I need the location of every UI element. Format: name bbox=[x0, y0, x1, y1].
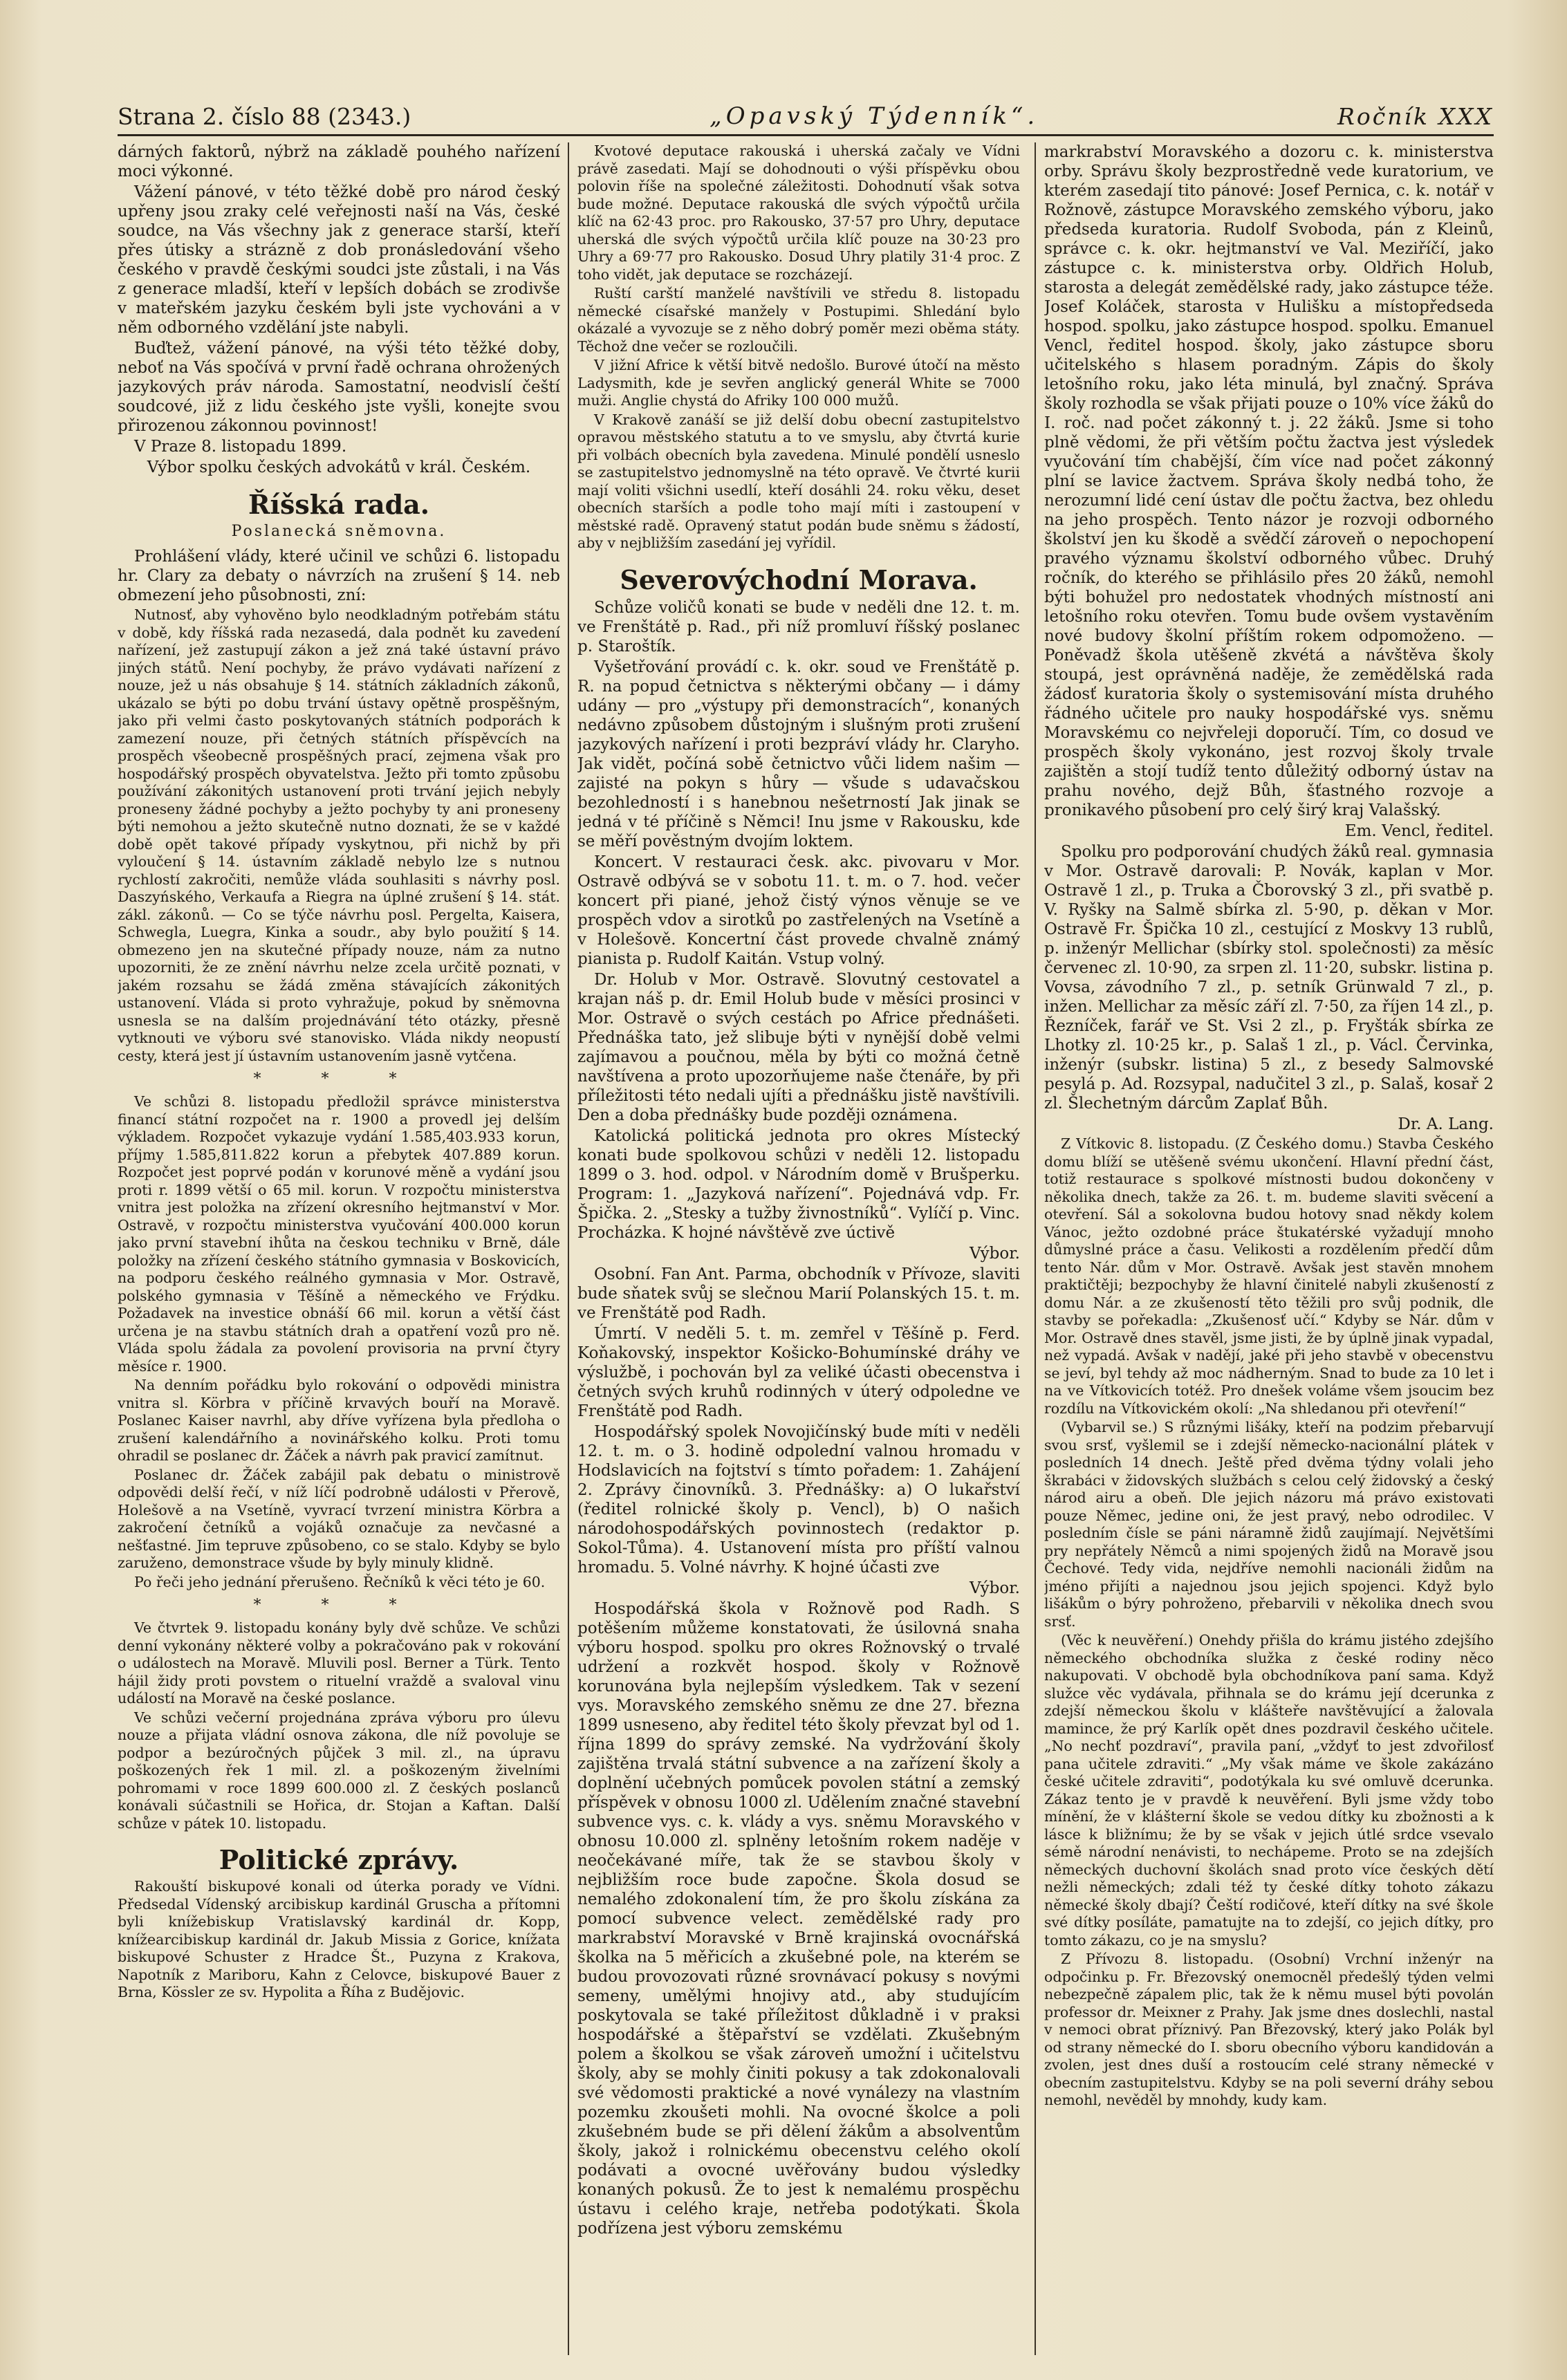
signature: Výbor. bbox=[969, 1579, 1020, 1597]
paragraph: (Věc k neuvěření.) Onehdy přišla do krámu jistého zdejšího německého obchodníka služka z české rodiny něco nakupovati. V obchodě byla obchodníkova paní sama. Když služce věc vydávala, přihnala se do krámu její dcerunka z zdejší německou školu v klášteře navštěvující a žalovala mamince, že prý Karlík opět dnes pozdravil českého učitele. „No nechť pozdraví“, pravila paní, „vždyť to jest zdvořilosť pana učitele zdraviti.“ „My však máme ve škole zakázáno české učitele zdraviti“, podotýkala ku své omluvě dcerunka. Zákaz tento je v pravdě k neuvěření. Byli jsme vždy tobo mínění, že v klášterní škole se vedou dítky ku zbožnosti a k lásce k bližnímu; že by se však v jejich útlé srdce vsevalo sémě národní nenávisti, to nechápeme. Proto se na zdejších německých duchovní školách snad proto více českých dětí nežli německých; zdali též ty české dítky tohoto zákazu německé školy dbají? Čeští rodičové, kteří dítky na své škole své dítky posíláte, pamatujte na to zdejší, co jejich dítky, pro tomto zákazu, co je na smyslu? bbox=[1044, 1632, 1494, 1949]
paragraph: Vážení pánové, v této těžké době pro národ český upřeny jsou zraky celé veřejnosti naší na Vás, české soudce, na Vás všechny jak z generace starší, kteří přes útisky a strázně z dob pronásledování všeho českého v pravdě českými soudci jste zůstali, i na Vás z generace mladší, kteří v lepších dobách se zrodivše v mateřském jazyku českém byli jste vychováni a v něm odborného vzdělání jste nabyli. bbox=[118, 183, 560, 337]
paragraph: markrabství Moravského a dozoru c. k. ministerstva orby. Správu školy bezprostředně vede kuratorium, ve kterém zasedají tito pánové: Josef Pernica, c. k. notář v Rožnově, zástupce Moravského zemského výboru, jako předseda kuratoria. Rudolf Svoboda, pán z Kleinů, správce c. k. okr. hejtmanství ve Val. Meziříčí, jako zástupce c. k. ministerstva orby. Oldřich Holub, starosta a delegát zemědělské rady, jako zástupce téže. Josef Koláček, starosta v Hulišku a místopředseda hospod. spolku, jako zástupce hospod. spolku. Emanuel Vencl, ředitel hospod. školy, jako zástupce sboru učitelského s hlasem poradným. Zápis do školy letošního roku, jako léta minulá, byl značný. Správa školy rozhodla se však přijati pouze o 10% více žáků do I. roč. nad počet zákonný t. j. 22 žáků. Jsme si toho plně vědomi, že při větším počtu žactva jest výsledek vyučování tím chabější, čím více nad počet zákonný plní se lavice žactvem. Správa školy nedbá toho, že nerozumní lidé cení ústav dle počtu žactva, bez ohledu na jeho prospěch. Tento názor je rozvoji odborného školství jen ku škodě a svědčí zároveň o nepochopení pravého významu školství odborného vůbec. Druhý ročník, do kterého se přihlásilo přes 20 žáků, nemohl býti bohužel pro nedostatek vhodných místností ani letošního roku otevřen. Tomu bude ovšem vystavěním nové budovy školní příštím rokem odpomoženo. — Poněvadž škola utěšeně zkvétá a návštěva školy stoupá, jest oprávněná naděje, že zemědělská rada žádosť kuratoria školy o systemisování místa druhého řádného učitele pro nauky hospodářské vys. sněmu Moravskému co nejvřeleji doporučí. Tím, co dosud ve prospěch školy vykonáno, jest rozvoj školy trvale zajištěn a stojí tudíž tento důležitý odborný ústav na prahu nového, dejž Bůh, šťastného rozvoje a pronikavého působení pro celý širý kraj Valašský. bbox=[1044, 143, 1494, 819]
paragraph: Dr. Holub v Mor. Ostravě. Slovutný cestovatel a krajan náš p. dr. Emil Holub bude v měsíci prosinci v Mor. Ostravě o svých cestách po Africe přednášeti. Přednáška tato, jež slibuje býti v nynější době velmi zajímavou a poučnou, měla by býti co možná četně navštívena a proto upozorňujeme naše čtenáře, by při příležitosti této nedali ujíti a přednášku jistě navštívili. Den a doba přednášky bude později oznámena. bbox=[577, 970, 1020, 1124]
paragraph: Ve schůzi 8. listopadu předložil správce ministerstva financí státní rozpočet na r. 1900 a provedl jej delším výkladem. Rozpočet vykazuje vydání 1.585,403.933 korun, příjmy 1.585,811.822 korun a přebytek 407.889 korun. Rozpočet jest poprvé podán v korunové měně a vydání jsou proti r. 1899 větší o 65 mil. korun. V rozpočtu ministerstva vnitra jest položka na zřízení okresního hejtmanství v Mor. Ostravě, v rozpočtu ministerstva vyučování 400.000 korun jako první stavební ihůta na českou techniku v Brně, dále položky na zřízení českého státního gymnasia v Boskovicích, na podporu českého reálného gymnasia v Mor. Ostravě, polského gymnasia v Těšíně a německého ve Frýdku. Požadavek na investice obnáší 66 mil. korun a větší část určena je na stavbu státních drah a opatření vozů pro ně. Vláda spolu žádala za povolení provisoria na první čtyry měsíce r. 1900. bbox=[118, 1093, 560, 1375]
paragraph: Nutnosť, aby vyhověno bylo neodkladným potřebám státu v době, kdy říšská rada nezasedá, dala podnět ku zavedení nařízení, jež zastupují zákon a jež zná také ústavní právo jiných států. Není pochyby, že právo vydávati nařízení z nouze, jež u nás obsahuje § 14. státních základních zákonů, ukázalo se býti po dobu trvání ústavy opětně prospěšným, jako při velmi často poskytovaných státních podporách k zamezení nouze, při četných státních příspěvcích na prospěch všeobecně prospěšných prací, zejmena však pro hospodářský prospěch obyvatelstva. Ježto při tomto způsobu používání zákonitých ustanovení proti trvání jejich nebyly proneseny žádné pochyby a ježto pochyby ty ani proneseny býti nemohou a ježto skutečně nutno doznati, že se v každé době opět takové případy vyskytnou, při nichž by při vyloučení § 14. ústavním základě nebylo lze s nutnou rychlostí zakročiti, nemůže vláda souhlasiti s návrhy posl. Daszyńského, Verkaufa a Riegra na úplné zrušení § 14. stát. zákl. zákonů. — Co se týče návrhu posl. Pergelta, Kaisera, Schwegla, Luegra, Kinka a soudr., aby bylo použití § 14. obmezeno jen na skutečné případy nouze, nám za nutno upozorniti, že ze znění návrhu nelze zcela určitě poznati, v jakém rozsahu se žádá změna stávajících zákonitých ustanovení. Vláda si proto vyhražuje, pokud by sněmovna usnesla se na dalším projednávání této otázky, přesně vytknouti ve výboru své stanovisko. Vláda nikdy neopustí cesty, která jest jí ústavním ustanovením jasně vytčena. bbox=[118, 606, 560, 1064]
paragraph: Spolku pro podporování chudých žáků real. gymnasia v Mor. Ostravě darovali: P. Novák, kaplan v Mor. Ostravě 1 zl., p. Truka a Čborovský 3 zl., při svatbě p. V. Ryšky na Salmě sbírka zl. 5·90, p. děkan v Mor. Ostravě Fr. Špička 10 zl., cestující z Moskvy 13 rublů, p. inženýr Mellichar (sbírky stol. společnosti) za měsíc červenec zl. 10·90, za srpen zl. 11·20, subskr. listina p. Vovsa, závodního 7 zl., p. setník Grünwald 7 zl., p. inžen. Mellichar za měsíc září zl. 7·50, za říjen 14 zl., p. Řezníček, farář ve St. Vsi 2 zl., p. Fryšták sbírka ze Lhotky zl. 10·25 kr., p. Salaš 1 zl., p. Václ. Červinka, inženýr (subskr. listina) 5 zl., z besedy Salmovské pesylá p. Ad. Rozsypal, nadučitel 3 zl., p. Salaš, kosař 2 zl. Šlechetným dárcům Zaplať Bůh. bbox=[1044, 843, 1494, 1113]
paragraph: Na denním pořádku bylo rokování o odpovědi ministra vnitra sl. Körbra v příčině krvavých bouří na Moravě. Poslanec Kaiser navrhl, aby dříve vyřízena byla předloha o zrušení kalendářního a novinářského kolku. Proti tomu ohradil se poslanec dr. Žáček a návrh pak pravicí zamítnut. bbox=[118, 1377, 560, 1464]
signature: Výbor spolku českých advokátů v král. Českém. bbox=[147, 458, 531, 476]
paragraph: Poslanec dr. Žáček zabájil pak debatu o ministrově odpovědi delší řečí, v níž líčí podrobně události v Přerově, Holešově a na Vsetíně, vyvrací tvrzení ministra Körbra a zakročení četníků a vojáků označuje za nevčasné a nešťastné. Jim tepruve způsobeno, co se stalo. Kdyby se bylo zaruženo, demonstrace všude by byly minuly klidně. bbox=[118, 1466, 560, 1571]
paragraph: Koncert. V restauraci česk. akc. pivovaru v Mor. Ostravě odbývá se v sobotu 11. t. m. o 7. hod. večer koncert při piané, jehož čistý výnos věnuje se ve prospěch vdov a sirotků po zastřelených na Vsetíně a v Holešově. Koncertní část provede chvalně známý pianista p. Rudolf Kaitán. Vstup volný. bbox=[577, 853, 1020, 968]
section-heading: Politické zprávy. bbox=[219, 1844, 459, 1875]
header-newspaper-title: „Opavský Týdenník“. bbox=[710, 102, 1039, 130]
article-columns bbox=[118, 142, 1494, 2355]
column-2 bbox=[577, 142, 1020, 2355]
paragraph: Osobní. Fan Ant. Parma, obchodník v Přívoze, slaviti bude sňatek svůj se slečnou Marií Polanských 15. t. m. ve Frenštátě pod Radh. bbox=[577, 1265, 1020, 1322]
paragraph: Z Vítkovic 8. listopadu. (Z Českého domu.) Stavba Českého domu blíží se utěšeně svému ukončení. Hlavní přední část, totiž restaurace s spolkové místnosti budou dokončeny v několika dnech, takže za 26. t. m. budeme slaviti svěcení a otevření. Sál a sokolovna budou hotovy snad někdy kolem Vánoc, ježto ozdobné práce štukatérské vyžadují mnoho důmyslné práce a času. Velikosti a rozdělením předčí dům tento Nár. dům v Mor. Ostravě. Avšak jest stavěn mnohem praktičtěji; bezpochyby že hlavní činitelé nabyli zkušeností z domu Nár. a ze zkušeností těto těžili pro svůj podnik, dle stavby se pořekadla: „Zkušenosť učí.“ Kdyby se Nár. dům v Mor. Ostravě dnes stavěl, jsme jisti, že by úplně jinak vypadal, než vypadá. Avšak v nadějí, jaké při jeho stavbě v obecenstvu se jeví, byl tehdy až moc nádherným. Snad to bude za 10 let i na ve Vítkovicích totéž. Pro dnešek voláme všem jsoucim bez rozdílu na Vítkovickém okolí: „Na shledanou při otevření!“ bbox=[1044, 1135, 1494, 1417]
paragraph: Vyšetřování provádí c. k. okr. soud ve Frenštátě p. R. na popud četnictva s některými občany — i dámy udány — pro „výstupy při demonstracích“, konaných nedávno způsobem důstojným i slušným proti zrušení jazykových nařízení i proti bezpráví vlády hr. Claryho. Jak vidět, počíná sobě četnictvo vůči lidem našim — zajisté na pokyn s hůry — všude s udavačskou bezohledností i s hanebnou nešetrností Jak jinak se jedná v té příčině s Němci! Inu jsme v Rakousku, kde se měří pověstným dvojím loktem. bbox=[577, 658, 1020, 850]
paragraph: Katolická politická jednota pro okres Místecký konati bude spolkovou schůzi v neděli 12. listopadu 1899 o 3. hod. odpol. v Národním domě v Brušperku. Program: 1. „Jazyková nařízení“. Pojednává vdp. Fr. Špička. 2. „Stesky a tužby živnostníků“. Vylíčí p. Vinc. Procházka. K hojné návštěvě zve úctivě bbox=[577, 1126, 1020, 1242]
signature: Výbor. bbox=[969, 1244, 1020, 1263]
paragraph: Prohlášení vlády, které učinil ve schůzi 6. listopadu hr. Clary za debaty o návrzích na zrušení § 14. neb obmezení jeho působnosti, zní: bbox=[118, 548, 560, 604]
paragraph: Hospodářský spolek Novojičínský bude míti v neděli 12. t. m. o 3. hodině odpolední valnou hromadu v Hodslavicích na fojtství s tímto pořadem: 1. Zahájení 2. Zprávy činovníků. 3. Přednášky: a) O lukařství (ředitel rolnické školy p. Vencl), b) O našich národohospodářských povinnostech (redaktor p. Sokol-Tůma). 4. Ustanovení místa pro příští valnou hromadu. 5. Volné návrhy. K hojné účasti zve bbox=[577, 1422, 1020, 1577]
column-1 bbox=[118, 142, 560, 2355]
paragraph: Buďtež, vážení pánové, na výši této těžké doby, neboť na Vás spočívá v první řadě ochrana ohrožených jazykových práv národa. Samostatní, neodvislí čeští soudcové, již z lidu českého jste vyšli, konejte svou přirozenou zákonnou povinnost! bbox=[118, 340, 560, 435]
section-heading: Říšská rada. bbox=[248, 489, 430, 520]
paragraph: Úmrtí. V neděli 5. t. m. zemřel v Těšíně p. Ferd. Koňakovský, inspektor Košicko-Bohumínské dráhy ve výslužbě, i pochován byl za veliké účasti obecenstva i četných svých kruhů rodinných v úterý odpoledne ve Frenštátě pod Radh. bbox=[577, 1324, 1020, 1420]
paragraph: (Vybarvil se.) S různými lišáky, kteří na podzim přebarvují svou srsť, vyšlemil se i zdejší německo-nacionální plátek v posledních 14 dnech. Ještě před dvěma týdny volali jeho škrabáci v židovských službách s celou celý židovský a český národ airu a obeň. Dle jejich názoru má právo existovati pouze Němec, jedine oni, že jest pravý, nebo odrodilec. V posledním čísle se páni náramně židů zaujímají. Největšími pry nepřátely Němců a nimi spojených židů na Moravě jsou Čechové. Tedy vida, nejdříve nemohli nacionáli židům na jméno přijíti a najednou jsou jejich spojenci. Když bylo lišákům o býry pohroženo, přebarvili v několika dnech svou srsť. bbox=[1044, 1419, 1494, 1630]
dateline: V Praze 8. listopadu 1899. bbox=[134, 438, 347, 456]
paragraph: Z Přívozu 8. listopadu. (Osobní) Vrchní inženýr na odpočinku p. Fr. Březovský onemocněl předešlý týden velmi nebezpečně zápalem plic, tak že k němu musel býti povolán professor dr. Meixner z Prahy. Jak jsme dnes doslechli, nastal v nemoci obrat příznivý. Pan Březovský, který jako Polák byl od strany německé do I. sboru obecního výboru kandidován a zvolen, jest dnes duší a rostoucím celé strany německé v obecním zastupitelstvu. Kdyby se na poli severní dráhy sebou nemohl, nevěděl by mnohdy, kudy kam. bbox=[1044, 1951, 1494, 2108]
page-header bbox=[118, 89, 1494, 136]
paragraph: Ruští carští manželé navštívili ve středu 8. listopadu německé císařské manžely v Postupimi. Shledání bylo okázalé a vyvozuje se z něho dobrý poměr mezi oběma státy. Těchož dne večer se rozloučili. bbox=[577, 285, 1020, 355]
signature: Dr. A. Lang. bbox=[1398, 1115, 1494, 1133]
section-subheading: Poslanecká sněmovna. bbox=[231, 523, 447, 540]
paragraph: Ve schůzi večerní projednána zpráva výboru pro úlevu nouze a přijata vládní osnova zákona, dle níž povoluje se podpor a bezúročných půjček 3 mil. zl., na úpravu poškozených řek 1 mil. zl. a poškozeným živelními pohromami v roce 1899 600.000 zl. Z českých poslanců konávali súčastnili se Hořica, dr. Stojan a Kaftan. Další schůze v pátek 10. listopadu. bbox=[118, 1709, 560, 1832]
column-divider bbox=[1035, 142, 1036, 2355]
header-page-number: Strana 2. číslo 88 (2343.) bbox=[118, 103, 411, 130]
paragraph: Ve čtvrtek 9. listopadu konány byly dvě schůze. Ve schůzi denní vykonány některé volby a pokračováno pak v rokování o událostech na Moravě. Mluvili posl. Berner a Türk. Tento hájil židy proti povstem o rituelní vraždě a svaloval vinu událostí na Moravě na české poslance. bbox=[118, 1619, 560, 1707]
column-3 bbox=[1044, 142, 1494, 2355]
signature: Em. Vencl, ředitel. bbox=[1344, 822, 1494, 840]
paragraph: V Krakově zanáší se již delší dobu obecní zastupitelstvo opravou městského statutu a to ve smyslu, aby čtvrtá kurie při volbách obecních byla zavedena. Minulé pondělí usneslo se zastupitelstvo jednomyslně na této opravě. Ve čtvrté kurii mají voliti všichni usedlí, kteří dosáhli 24. roku věku, deset obecních starších a podle toho mají míti i zastoupení v městské radě. Opravený statut podán bude sněmu s žádostí, aby v nejbližším zasedání jej vyřídil. bbox=[577, 411, 1020, 551]
header-volume: Ročník XXX bbox=[1337, 103, 1494, 130]
column-divider bbox=[568, 142, 569, 2355]
separator-stars: * * * bbox=[253, 1070, 425, 1088]
paragraph: Kvotové deputace rakouská i uherská začaly ve Vídni právě zasedati. Mají se dohodnouti o výši příspěvku obou polovin říše na společné záležitosti. Dohodnutí však sotva bude možné. Deputace rakouská dle svých výpočtů určila klíč na 62·43 proc. pro Rakousko, 37·57 pro Uhry, deputace uherská dle svých výpočtů určila klíč pouze na 30·23 pro Uhry a 69·77 pro Rakousko. Dosud Uhry platily 31·4 proc. Z toho vidět, jak deputace se rozcházejí. bbox=[577, 142, 1020, 283]
paragraph: Rakouští biskupové konali od úterka porady ve Vídni. Předsedal Vídenský arcibiskup kardinál Gruscha a přítomni byli knížebiskup Vratislavský kardinál dr. Kopp, knížearcibiskup kardinál dr. Jakub Missia z Gorice, knížata biskupové Schuster z Hradce Št., Puzyna z Krakova, Napotník z Mariboru, Kahn z Celovce, biskupové Bauer z Brna, Kössler ze sv. Hypolita a Říha z Budějovic. bbox=[118, 1878, 560, 2000]
paragraph: Schůze voličů konati se bude v neděli dne 12. t. m. ve Frenštátě p. Rad., při níž promluví říšský poslanec p. Staroštík. bbox=[577, 598, 1020, 656]
section-heading: Severovýchodní Morava. bbox=[620, 564, 978, 595]
separator-stars: * * * bbox=[253, 1597, 425, 1614]
paragraph: dárných faktorů, nýbrž na základě pouhého nařízení moci výkonné. bbox=[118, 143, 560, 180]
paragraph: V jižní Africe k větší bitvě nedošlo. Burové útočí na město Ladysmith, kde je sevřen anglický generál White se 7000 muži. Anglie chystá do Afriky 100 000 mužů. bbox=[577, 357, 1020, 409]
paragraph: Po řeči jeho jednání přerušeno. Řečníků k věci této je 60. bbox=[134, 1573, 546, 1590]
paragraph: Hospodářská škola v Rožnově pod Radh. S potěšením můžeme konstatovati, že úsilovná snaha výboru hospod. spolku pro okres Rožnovský o trvalé udržení a rozkvět hospod. školy v Rožnově korunována byla nejlepším výsledkem. Tak v sezení vys. Moravského zemského sněmu ze dne 27. března 1899 usneseno, aby ředitel této školy převzat byl od 1. října 1899 do správy zemské. Na vydržování školy zajištěna trvalá státní subvence a na zařízení školy a doplnění učebných pomůcek povolen státní a zemský příspěvek v obnosu 1000 zl. Udělením značné stavební subvence vys. c. k. vlády a vys. sněmu Moravského v obnosu 10.000 zl. splněny letošním rokem naděje v neočekávané míře, tak že se stavbou školy v nejbližším roce bude započne. Škola dosud se nemalého zdokonalení tím, že pro školu získána za pomocí subvence velect. zemědělské rady pro markrabství Moravské v Brně krajinská ovocnářská školka na 5 měřicích a zkušebné pole, na kterém se budou provozovati různé srovnávací pokusy s novými semeny, umělými hnojivy atd., aby studujícím poskytovala se také příležitost důkladně i v praksi hospodářské a štěpařství se vzdělati. Zkušebným polem a školkou se však zároveň umožní i učitelstvu školy, aby se mohly činiti pokusy a tak zdokonalovali své vědomosti praktické a nové vynálezy na vlastním pozemku zkoušeti mohli. Na ovocné školce a poli zkušebném bude se při dělení žákům a absolventům školy, jakož i rolnickému obecenstvu celého okolí podávati a ovocné uvěřovány budou výsledky konaných pokusů. Že to jest k nemalému prospěchu ústavu i celého kraje, netřeba podotýkati. Škola podřízena jest výboru zemskému bbox=[577, 1599, 1020, 2238]
